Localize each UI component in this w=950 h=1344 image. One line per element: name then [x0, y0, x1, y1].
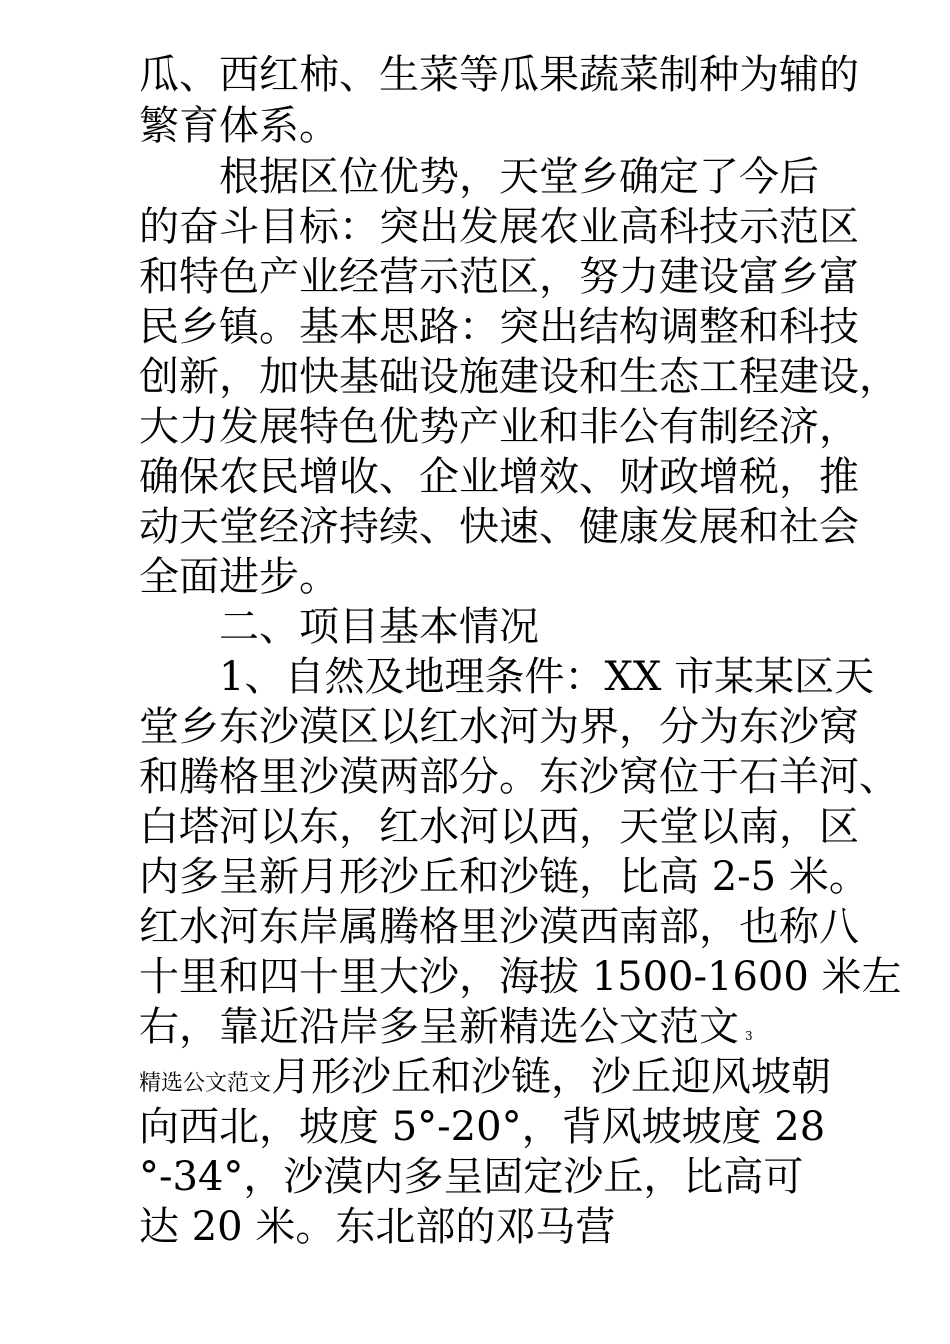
- running-header: 精选公文范文: [139, 1071, 272, 1096]
- text-line: 向西北，坡度 5°-20°，背风坡坡度 28: [139, 1104, 826, 1150]
- text-line: 内多呈新月形沙丘和沙链，比高 2-5 米。: [139, 854, 869, 900]
- text-line: 民乡镇。基本思路：突出结构调整和科技: [139, 304, 859, 350]
- text-line: 十里和四十里大沙，海拔 1500-1600 米左: [139, 954, 902, 1000]
- text-line: 确保农民增收、企业增效、财政增税，推: [139, 454, 859, 500]
- text-line: [139, 1004, 753, 1059]
- text-line: 动天堂经济持续、快速、健康发展和社会: [139, 504, 859, 550]
- text-line: 和特色产业经营示范区，努力建设富乡富: [139, 254, 859, 300]
- text-line: 全面进步。: [139, 554, 339, 600]
- text-line: 和腾格里沙漠两部分。东沙窝位于石羊河、: [139, 754, 899, 800]
- text-line: 的奋斗目标：突出发展农业高科技示范区: [139, 204, 859, 250]
- page-number: 3: [745, 1029, 753, 1043]
- paragraph-start-line: 根据区位优势，天堂乡确定了今后: [219, 154, 819, 200]
- section-heading: 二、项目基本情况: [219, 604, 539, 650]
- text-line: [139, 1054, 831, 1107]
- text-line: 白塔河以东，红水河以西，天堂以南，区: [139, 804, 859, 850]
- text-line: 达 20 米。东北部的邓马营: [139, 1204, 616, 1250]
- paragraph-start-line: 1、自然及地理条件：XX 市某某区天: [219, 654, 875, 700]
- text-line: 大力发展特色优势产业和非公有制经济，: [139, 404, 859, 450]
- text-line: 堂乡东沙漠区以红水河为界，分为东沙窝: [139, 704, 859, 750]
- text-line: 繁育体系。: [139, 103, 339, 149]
- text-line: 红水河东岸属腾格里沙漠西南部，也称八: [139, 904, 859, 950]
- text-line: 瓜、西红柿、生菜等瓜果蔬菜制种为辅的: [139, 52, 859, 98]
- text-line-content: 右，靠近沿岸多呈新精选公文范文: [139, 1004, 739, 1050]
- text-line-content: 月形沙丘和沙链，沙丘迎风坡朝: [271, 1054, 832, 1100]
- text-line: °-34°，沙漠内多呈固定沙丘，比高可: [139, 1154, 804, 1200]
- text-line: 创新，加快基础设施建设和生态工程建设，: [139, 354, 899, 400]
